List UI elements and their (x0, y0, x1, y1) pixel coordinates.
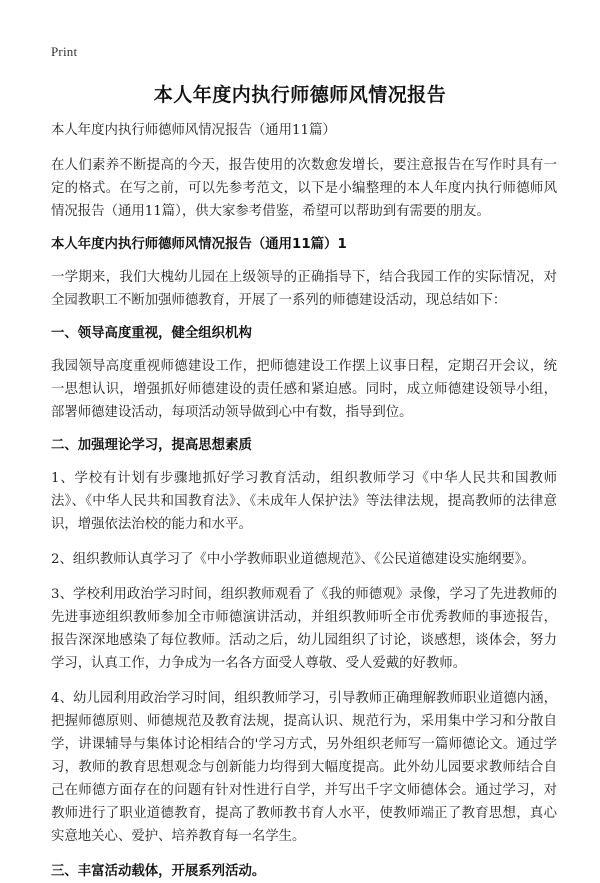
intro-paragraph: 在人们素养不断提高的今天，报告使用的次数愈发增长，要注意报告在写作时具有一定的格式。在写之前，可以先参考范文，以下是小编整理的本人年度内执行师德师风情况报告（通用11篇），供大家参考借鉴，希望可以帮助到有需要的朋友。 (51, 158, 557, 219)
list-item-3: 3、学校利用政治学习时间，组织教师观看了《我的师德观》录像，学习了先进教师的先进事迹组织教师参加全市师德演讲活动，并组织教师听全市优秀教师的事迹报告，报告深深地感染了每位教师。活动之后，幼儿园组织了讨论，谈感想，谈体会，努力学习，认真工作，力争成为一名各方面受人尊敬、受人爱戴的好教师。 (51, 587, 557, 671)
list-item-2: 2、组织教师认真学习了《中小学教师职业道德规范》、《公民道德建设实施纲要》。 (51, 552, 535, 567)
print-label[interactable]: Print (51, 44, 78, 59)
article-heading: 本人年度内执行师德师风情况报告（通用11篇）1 (51, 237, 347, 252)
list-item-1: 1、学校有计划有步骤地抓好学习教育活动，组织教师学习《中华人民共和国教师法》、《中华人民共和国教育法》、《未成年人保护法》等法律法规，提高教师的法律意识，增强依法治校的能力和水平。 (51, 471, 557, 532)
list-item-4: 4、幼儿园利用政治学习时间，组织教师学习，引导教师正确理解教师职业道德内涵，把握师德原则、师德规范及教育法规，提高认识、规范行为，采用集中学习和分散自学，讲课辅导与集体讨论相结合的'学习方式，另外组织老师写一篇师德论文。通过学习，教师的教育思想观念与创新能力均得到大幅度提高。此外幼儿园要求教师结合自己在师德方面存在的问题有针对性进行自学，并写出千字文师德体会。通过学习，对教师进行了职业道德教育，提高了教师教书育人水平，使教师端正了教育思想，真心实意地关心、爱护、培养教育每一名学生。 (51, 691, 557, 844)
document-body (51, 119, 557, 883)
document-subtitle: 本人年度内执行师德师风情况报告（通用11篇） (51, 123, 336, 138)
opening-paragraph: 一学期来，我们大槐幼儿园在上级领导的正确指导下，结合我园工作的实际情况，对全园教职工不断加强师德教育，开展了一系列的师德建设活动，现总结如下： (51, 270, 557, 308)
section-1-paragraph: 我园领导高度重视师德建设工作，把师德建设工作摆上议事日程，定期召开会议，统一思想认识，增强抓好师德建设的责任感和紧迫感。同时，成立师德建设领导小组，部署师德建设活动，每项活动领导做到心中有数，指导到位。 (51, 359, 557, 420)
document-title: 本人年度内执行师德师风情况报告 (153, 84, 447, 106)
section-heading-2: 二、加强理论学习，提高思想素质 (51, 438, 252, 453)
section-heading-3: 三、丰富活动载体，开展系列活动。 (51, 864, 266, 879)
section-heading-1: 一、领导高度重视，健全组织机构 (51, 326, 252, 341)
